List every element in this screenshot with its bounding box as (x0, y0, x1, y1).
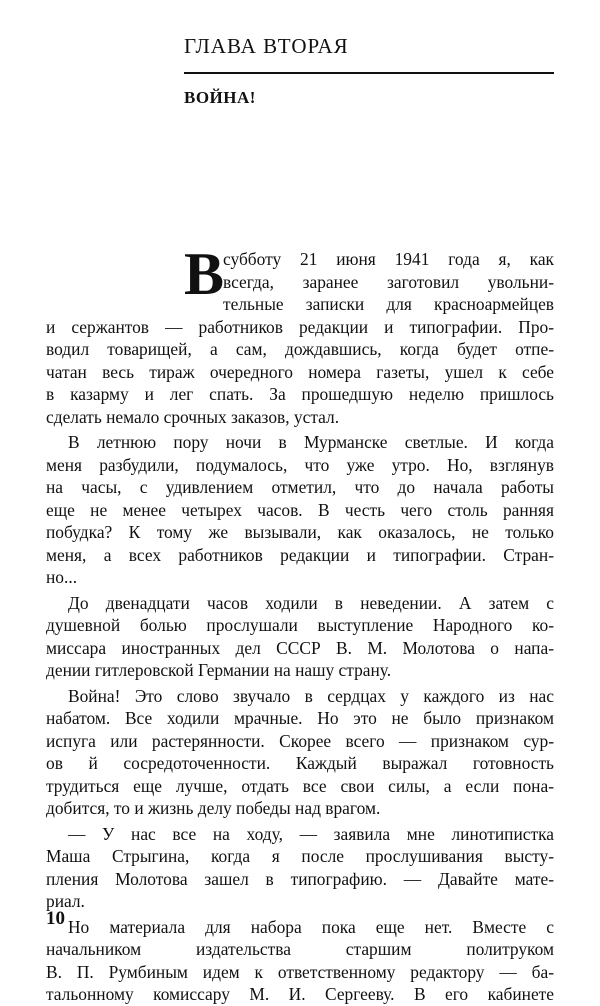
text-line: В. П. Румбиным идем к ответственному редактору — ба- (46, 961, 554, 982)
text-line: ов й сосредоточенности. Каждый выражал готовность (46, 753, 554, 773)
text-line: тальонному комиссару М. И. Сергееву. В его кабинете (46, 984, 554, 1004)
text-line: риал. (46, 891, 85, 911)
text-line: добится, то и жизнь делу победы над врагом. (46, 798, 381, 818)
text-line: водил товарищей, а сам, дождавшись, когда будет отпе- (46, 339, 554, 359)
text-line: в казарму и лег спать. За прошедшую неделю пришлось (46, 384, 554, 404)
text-line: начальником издательства старшим политруком (46, 939, 554, 959)
chapter-label: ГЛАВА ВТОРАЯ (184, 34, 349, 58)
text-line: меня, а всех работников редакции и типографии. Стран- (46, 544, 554, 565)
text-line: трудиться еще лучше, отдать все свои силы, а если пона- (46, 775, 554, 796)
paragraph (46, 916, 554, 1006)
paragraph (46, 685, 554, 820)
text-line: Но материала для набора пока еще нет. Вместе с (68, 916, 554, 937)
body-text (46, 241, 554, 1006)
paragraph (46, 823, 554, 913)
text-line: еще не менее четырех часов. В честь чего столь ранняя (46, 499, 554, 520)
text-line: — У нас все на ходу, — заявила мне линотипистка (68, 823, 554, 844)
text-line: тельные записки для красноармейцев (223, 294, 554, 314)
chapter-title: ВОЙНА! (184, 88, 256, 107)
text-line: и сержантов — работников редакции и типографии. Про- (46, 316, 554, 337)
text-line: меня разбудили, подумалось, что уже утро. Но, взглянув (46, 454, 554, 475)
text-line: пления Молотова зашел в типографию. — Давайте мате- (46, 868, 554, 889)
text-line: субботу 21 июня 1941 года я, как (223, 249, 554, 269)
text-line: душевной болью прослушали выступление Народного ко- (46, 615, 554, 635)
paragraph (46, 241, 554, 428)
text-line: испуга или растерянности. Скорее всего — признаком сур- (46, 730, 554, 751)
text-line: Война! Это слово звучало в сердцах у каждого из нас (68, 685, 554, 706)
text-line: побудка? К тому же вызывали, как оказалось, не только (46, 522, 554, 542)
drop-cap: В (184, 241, 225, 307)
paragraph (46, 592, 554, 682)
text-line: До двенадцати часов ходили в неведении. А затем с (68, 592, 554, 613)
text-line: В летнюю пору ночи в Мурманске светлые. И когда (68, 432, 554, 452)
text-line: на часы, с удивлением отметил, что до начала работы (46, 477, 554, 497)
text-line: но... (46, 567, 78, 587)
text-line: сделать немало срочных заказов, устал. (46, 406, 340, 427)
paragraph (46, 431, 554, 589)
text-line: всегда, заранее заготовил увольни- (223, 271, 554, 292)
header-rule (184, 72, 554, 74)
text-line: миссара иностранных дел СССР В. М. Молотова о напа- (46, 637, 554, 658)
text-line: набатом. Все ходили мрачные. Но это не было признаком (46, 708, 554, 728)
text-line: Маша Стрыгина, когда я после прослушивания высту- (46, 846, 554, 866)
text-line: чатан весь тираж очередного номера газеты, ушел к себе (46, 361, 554, 382)
text-line: дении гитлеровской Германии на нашу страну. (46, 660, 392, 680)
page-number: 10 (46, 908, 65, 929)
